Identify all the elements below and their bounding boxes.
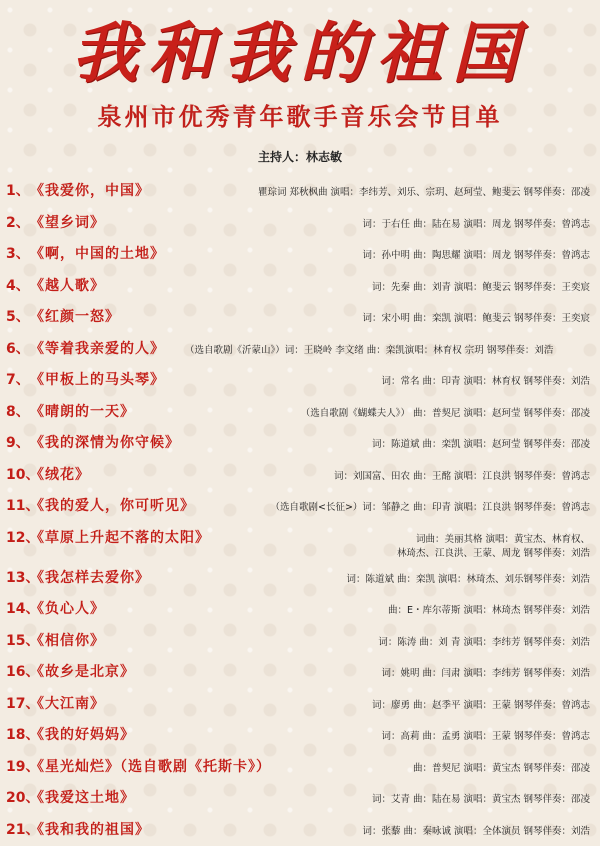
program-number: 16、 xyxy=(6,664,40,680)
song-title: 《越人歌》 xyxy=(30,277,105,294)
song-credits: 词曲：美丽其格 演唱：黄宝杰、林育权、 xyxy=(415,533,590,545)
program-list xyxy=(0,176,600,846)
song-title: 《我的好妈妈》 xyxy=(30,727,135,743)
song-note: （选自歌剧《沂蒙山》）词：王晓岭 李文绪 曲：栾凯演唱：林育权 宗玥 钢琴伴奏：刘浩 xyxy=(185,344,554,356)
program-item xyxy=(0,176,600,208)
program-number: 21、 xyxy=(6,821,40,838)
song-title: 《相信你》 xyxy=(30,632,105,649)
program-number: 9、 xyxy=(6,435,30,451)
program-number: 6、 xyxy=(6,340,30,357)
program-item xyxy=(0,720,600,752)
song-credits: （选自歌剧《蝴蝶夫人》） 曲：普契尼 演唱：赵珂莹 钢琴伴奏：邵凌 xyxy=(300,407,590,419)
program-item xyxy=(0,752,600,784)
program-number: 15、 xyxy=(6,632,40,649)
song-title: 《我爱这土地》 xyxy=(30,790,135,806)
song-title: 《我爱你，中国》 xyxy=(30,183,150,199)
poster-subtitle: 泉州市优秀青年歌手音乐会节目单 xyxy=(97,103,503,131)
program-item xyxy=(0,334,600,366)
song-credits: 词：常名 曲：印青 演唱：林育权 钢琴伴奏：刘浩 xyxy=(381,376,590,387)
program-number: 12、 xyxy=(6,529,40,546)
song-credits: 瞿琮词 郑秋枫曲 演唱：李纬芳、刘乐、宗玥、赵珂莹、鲍斐云 钢琴伴奏：邵凌 xyxy=(257,187,590,198)
program-item xyxy=(0,365,600,397)
song-credits: 词：陈道斌 曲：栾凯 演唱：林琦杰、刘乐钢琴伴奏：刘浩 xyxy=(346,573,590,585)
program-item xyxy=(0,271,600,303)
program-item xyxy=(0,594,600,626)
program-item xyxy=(0,563,600,595)
song-title: 《望乡词》 xyxy=(30,214,105,231)
program-item xyxy=(0,302,600,334)
song-title: 《故乡是北京》 xyxy=(30,664,135,680)
program-number: 7、 xyxy=(6,372,30,388)
program-item xyxy=(0,428,600,460)
song-title: 《大江南》 xyxy=(30,695,105,712)
program-number: 1、 xyxy=(6,183,30,199)
song-title: 《红颜一怒》 xyxy=(30,309,120,325)
song-credits: 词：艾青 曲：陆在易 演唱：黄宝杰 钢琴伴奏：邵凌 xyxy=(371,794,590,805)
program-number: 3、 xyxy=(6,246,30,262)
program-number: 2、 xyxy=(6,214,30,231)
song-title: 《啊，中国的土地》 xyxy=(30,246,165,262)
song-credits: 词：张藜 曲：秦咏诚 演唱：全体演员 钢琴伴奏：刘浩 xyxy=(362,825,590,837)
song-title: 《绒花》 xyxy=(30,466,90,483)
host-line: 主持人：林志敏 xyxy=(257,150,342,164)
song-credits: 词：刘国富、田农 曲：王酩 演唱：江良洪 钢琴伴奏：曾鸿志 xyxy=(333,470,590,482)
song-credits-continued: 林琦杰、江良洪、王蒙、周龙 钢琴伴奏：刘浩 xyxy=(396,547,590,559)
program-item xyxy=(0,523,600,563)
song-title: 《我怎样去爱你》 xyxy=(30,569,150,586)
song-credits: 词：宋小明 曲：栾凯 演唱：鲍斐云 钢琴伴奏：王奕宸 xyxy=(362,313,590,324)
program-item xyxy=(0,657,600,689)
song-credits: 词：于右任 曲：陆在易 演唱：周龙 钢琴伴奏：曾鸿志 xyxy=(362,218,590,230)
program-number: 4、 xyxy=(6,277,30,294)
program-number: 10、 xyxy=(6,466,40,483)
song-title: 《等着我亲爱的人》 xyxy=(30,340,165,357)
program-number: 17、 xyxy=(6,695,40,712)
program-number: 11、 xyxy=(6,498,40,514)
song-title: 《我的深情为你守候》 xyxy=(30,435,180,451)
program-item xyxy=(0,460,600,492)
program-number: 13、 xyxy=(6,569,40,586)
song-credits: 曲：普契尼 演唱：黄宝杰 钢琴伴奏：邵凌 xyxy=(412,762,590,774)
program-item xyxy=(0,783,600,815)
song-title: 《晴朗的一天》 xyxy=(30,403,135,420)
program-number: 5、 xyxy=(6,309,30,325)
song-credits: 词：高莉 曲：孟勇 演唱：王蒙 钢琴伴奏：曾鸿志 xyxy=(381,731,590,742)
program-item xyxy=(0,239,600,271)
song-credits: 词：孙中明 曲：陶思耀 演唱：周龙 钢琴伴奏：曾鸿志 xyxy=(362,250,590,261)
program-item xyxy=(0,689,600,721)
program-item xyxy=(0,208,600,240)
program-number: 19、 xyxy=(6,758,40,775)
program-item xyxy=(0,491,600,523)
poster-title: 我和我的祖国 xyxy=(72,14,528,92)
song-credits: 词：先秦 曲：刘青 演唱：鲍斐云 钢琴伴奏：王奕宸 xyxy=(371,281,590,293)
song-title: 《我和我的祖国》 xyxy=(30,821,150,838)
song-credits: 曲：E・库尔蒂斯 演唱：林琦杰 钢琴伴奏：刘浩 xyxy=(387,605,590,616)
song-credits: 词：廖勇 曲：赵季平 演唱：王蒙 钢琴伴奏：曾鸿志 xyxy=(371,699,590,711)
song-credits: 词：姚明 曲：闫肃 演唱：李纬芳 钢琴伴奏：刘浩 xyxy=(381,668,590,679)
song-title: 《我的爱人，你可听见》 xyxy=(30,498,195,514)
song-title: 《甲板上的马头琴》 xyxy=(30,372,165,388)
song-title: 《负心人》 xyxy=(30,601,105,617)
program-number: 18、 xyxy=(6,727,40,743)
program-item xyxy=(0,626,600,658)
song-credits: 词：陈道斌 曲：栾凯 演唱：赵珂莹 钢琴伴奏：邵凌 xyxy=(371,439,590,450)
song-credits: 词：陈涛 曲：刘 青 演唱：李纬芳 钢琴伴奏：刘浩 xyxy=(378,636,590,648)
program-item xyxy=(0,815,600,846)
song-title: 《草原上升起不落的太阳》 xyxy=(30,529,210,546)
program-number: 14、 xyxy=(6,601,40,617)
song-credits: （选自歌剧<长征>）词：邹静之 曲：印青 演唱：江良洪 钢琴伴奏：曾鸿志 xyxy=(270,502,590,513)
program-number: 20、 xyxy=(6,790,40,806)
program-item xyxy=(0,397,600,429)
song-title: 《星光灿烂》（选自歌剧《托斯卡》） xyxy=(30,758,271,775)
program-number: 8、 xyxy=(6,403,30,420)
